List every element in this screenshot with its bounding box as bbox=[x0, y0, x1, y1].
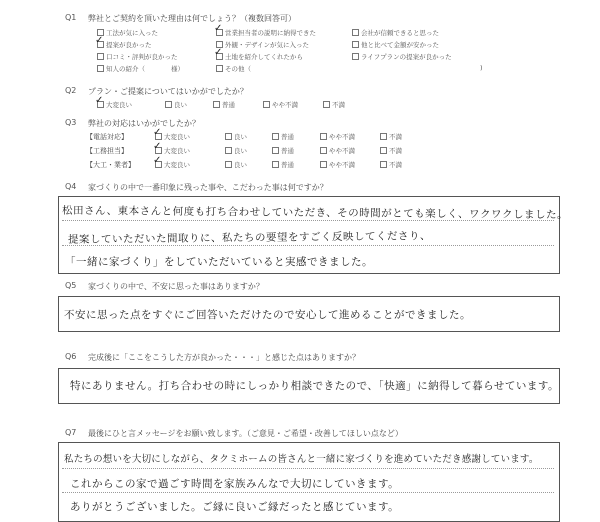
q4-answer-line: 松田さん、東本さんと何度も打ち合わせしていただき、その時間がとても楽しく、ワクワクしました。 bbox=[61, 204, 569, 222]
q3-manager-slightly-dissatisfied[interactable]: やや不満 bbox=[320, 146, 355, 155]
q3-carpenter-slightly-dissatisfied[interactable]: やや不満 bbox=[320, 160, 355, 169]
q1-option-proposal[interactable]: 提案が良かった bbox=[97, 40, 152, 49]
q6-number: Q6 bbox=[65, 352, 77, 361]
q5-answer-line: 不安に思った点をすぐにご回答いただけたので安心して進めることができました。 bbox=[64, 309, 471, 321]
q2-check-very-good: ✓ bbox=[95, 95, 104, 106]
q3-row-carpenter: 【大工・業者】 bbox=[86, 161, 135, 169]
q4-answer-line: 「一緒に家づくり」をしていただいていると実感できました。 bbox=[65, 256, 373, 268]
q7-answer-line: これからこの家で過ごす時間を家族みんなで大切にしていきます。 bbox=[70, 478, 400, 490]
q1-option-land[interactable]: 土地を紹介してくれたから bbox=[216, 52, 303, 61]
q1-check-proposal: ✓ bbox=[95, 35, 104, 46]
q3-carpenter-very-good[interactable]: 大変良い bbox=[155, 160, 190, 169]
q2-question: プラン・ご提案についてはいかがでしたか？ bbox=[88, 87, 248, 96]
q5-question: 家づくりの中で、不安に思った事はありますか？ bbox=[88, 282, 264, 291]
q1-option-price[interactable]: 他と比べて金額が安かった bbox=[352, 40, 439, 49]
q1-other-close-paren: ) bbox=[480, 64, 483, 72]
q3-manager-very-good[interactable]: 大変良い bbox=[155, 146, 190, 155]
q7-rule bbox=[62, 492, 554, 493]
q6-answer-line: 特にありません。打ち合わせの時にしっかり相談できたので、「快適」に納得して暮らせています。 bbox=[70, 380, 560, 392]
q3-carpenter-normal[interactable]: 普通 bbox=[272, 160, 294, 169]
q3-check-phone: ✓ bbox=[153, 127, 162, 138]
q3-phone-dissatisfied[interactable]: 不満 bbox=[380, 132, 402, 141]
q2-rating-slightly-dissatisfied[interactable]: やや不満 bbox=[263, 100, 298, 109]
q4-number: Q4 bbox=[65, 182, 77, 191]
q7-answer-line: 私たちの想いを大切にしながら、タクミホームの皆さんと一緒に家づくりを進めていただき感謝しています。 bbox=[64, 454, 539, 465]
q3-phone-very-good[interactable]: 大変良い bbox=[155, 132, 190, 141]
q1-option-reputation[interactable]: 口コミ・評判が良かった bbox=[97, 52, 178, 61]
q1-option-design[interactable]: 外観・デザインが気に入った bbox=[216, 40, 309, 49]
q1-check-sales-explanation: ✓ bbox=[214, 23, 223, 34]
q3-question: 弊社の対応はいかがでしたか？ bbox=[88, 119, 200, 128]
q1-option-referral[interactable]: 知人の紹介（ 様） bbox=[97, 64, 184, 73]
q4-question: 家づくりの中で一番印象に残った事や、こだわった事は何ですか？ bbox=[88, 183, 328, 192]
q2-rating-normal[interactable]: 普通 bbox=[213, 100, 235, 109]
q1-number: Q1 bbox=[65, 13, 77, 22]
q3-carpenter-dissatisfied[interactable]: 不満 bbox=[380, 160, 402, 169]
q7-number: Q7 bbox=[65, 428, 77, 437]
q3-row-phone: 【電話対応】 bbox=[86, 133, 128, 141]
q1-option-trust[interactable]: 会社が信頼できると思った bbox=[352, 28, 439, 37]
q3-check-manager: ✓ bbox=[153, 141, 162, 152]
q1-check-land: ✓ bbox=[214, 47, 223, 58]
q3-row-construction-manager: 【工務担当】 bbox=[86, 147, 128, 155]
q3-phone-slightly-dissatisfied[interactable]: やや不満 bbox=[320, 132, 355, 141]
q6-question: 完成後に「ここをこうした方が良かった・・・」と感じた点はありますか？ bbox=[88, 353, 360, 362]
q1-option-lifeplan[interactable]: ライフプランの提案が良かった bbox=[352, 52, 452, 61]
q3-number: Q3 bbox=[65, 118, 77, 127]
q2-rating-very-good[interactable]: 大変良い bbox=[97, 100, 132, 109]
q3-manager-dissatisfied[interactable]: 不満 bbox=[380, 146, 402, 155]
q3-phone-good[interactable]: 良い bbox=[225, 132, 247, 141]
q7-question: 最後にひと言メッセージをお願い致します。（ご意見・ご希望・改善してほしい点など） bbox=[88, 429, 403, 438]
q4-answer-line: 提案していただいた間取りに、私たちの要望をすごく反映してくださり、 bbox=[67, 230, 432, 246]
q3-phone-normal[interactable]: 普通 bbox=[272, 132, 294, 141]
q1-option-construction[interactable]: 工法が気に入った bbox=[97, 28, 158, 37]
q3-check-carpenter: ✓ bbox=[153, 155, 162, 166]
q7-rule bbox=[62, 468, 554, 469]
q1-option-sales-explanation[interactable]: 営業担当者の説明に納得できた bbox=[216, 28, 316, 37]
q3-carpenter-good[interactable]: 良い bbox=[225, 160, 247, 169]
q2-rating-good[interactable]: 良い bbox=[165, 100, 187, 109]
q2-rating-dissatisfied[interactable]: 不満 bbox=[323, 100, 345, 109]
q7-answer-line: ありがとうございました。ご縁に良いご縁だったと感じています。 bbox=[70, 501, 400, 513]
q5-number: Q5 bbox=[65, 281, 77, 290]
q1-question: 弊社とご契約を頂いた理由は何でしょう？（複数回答可） bbox=[88, 14, 296, 23]
q3-manager-good[interactable]: 良い bbox=[225, 146, 247, 155]
q3-manager-normal[interactable]: 普通 bbox=[272, 146, 294, 155]
q2-number: Q2 bbox=[65, 86, 77, 95]
q1-option-other[interactable]: その他（ bbox=[216, 64, 251, 73]
